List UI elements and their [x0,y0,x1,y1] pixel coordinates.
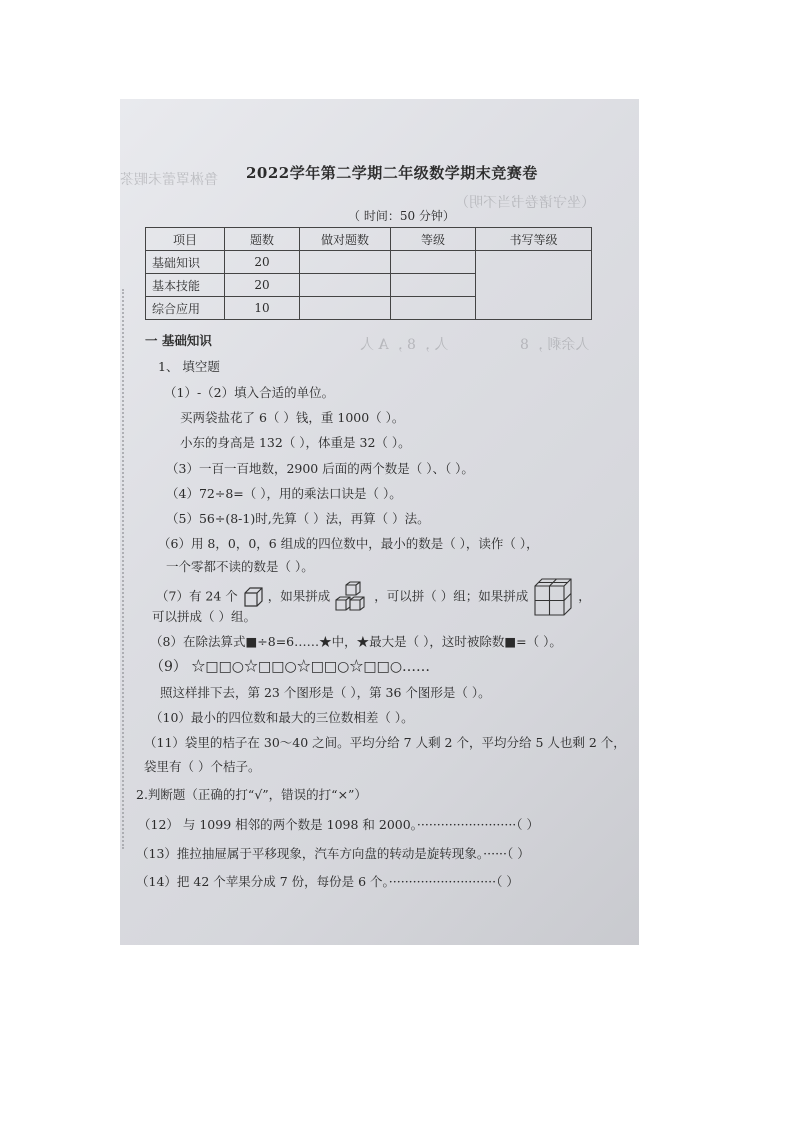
row-correct-cell[interactable] [300,251,391,274]
bleed-through-text: 鲁淋罩蕾未暇茶 [120,172,218,188]
row-count: 20 [225,251,300,274]
question-14: （14）把 42 个苹果分成 7 份，每份是 6 个。···························（ ） [136,874,519,889]
question-3: （3）一百一百地数，2900 后面的两个数是（ ）、（ ）。 [166,461,474,476]
exam-photo [120,99,639,945]
header-writing-grade: 书写等级 [476,228,592,251]
table-row [146,251,592,274]
question-9: 照这样排下去，第 23 个图形是（ ），第 36 个图形是（ ）。 [160,685,491,700]
fill-blank-heading: 1、 填空题 [158,359,220,374]
row-item: 基本技能 [146,274,225,297]
section2-heading: 2.判断题（正确的打“√”，错误的打“×”） [136,787,367,802]
question-5: （5）56÷(8-1)时,先算（ ）法，再算（ ）法。 [166,511,430,526]
question-7e: 可以拼成（ ）组。 [152,609,256,624]
row-item: 综合应用 [146,297,225,320]
question-4: （4）72÷8=（ ），用的乘法口诀是（ ）。 [166,486,402,501]
question-2: 小东的身高是 132（ ），体重是 32（ ）。 [180,435,411,450]
question-10: （10）最小的四位数和最大的三位数相差（ ）。 [150,710,414,725]
question-7-part3: ，可以拼（ ）组；如果拼成 [374,588,529,604]
row-count: 20 [225,274,300,297]
large-cube-icon [532,577,574,617]
cube-icon [242,586,264,608]
row-item: 基础知识 [146,251,225,274]
question-12: （12） 与 1099 相邻的两个数是 1098 和 2000。·························（ ） [138,817,539,832]
writing-grade-cell[interactable] [476,251,592,320]
question-1: 买两袋盐花了 6（ ）钱，重 1000（ ）。 [180,410,405,425]
question-6a: （6）用 8，0，0，6 组成的四位数中，最小的数是（ ），读作（ ）， [158,536,539,551]
row-grade-cell[interactable] [391,274,476,297]
question-13: （13）推拉抽屉属于平移现象，汽车方向盘的转动是旋转现象。······（ ） [136,846,530,861]
question-1-2: （1）-（2）填入合适的单位。 [164,385,335,400]
binding-dots [122,289,125,849]
exam-title: 2022学年第二学期二年级数学期末竞赛卷 [246,164,538,182]
bleed-through-text: 人余剩 ，8 [520,337,590,353]
question-7-part4: ， [578,588,591,604]
question-11a: （11）袋里的桔子在 30～40 之间。平均分给 7 人剩 2 个，平均分给 5 人也剩 2 个， [144,735,626,750]
bleed-through-text: 人 ，8 ，A 人 [360,337,449,353]
row-grade-cell[interactable] [391,297,476,320]
row-correct-cell[interactable] [300,297,391,320]
row-grade-cell[interactable] [391,251,476,274]
score-table-header [146,228,592,251]
question-7-part2: ，如果拼成 [267,588,331,604]
question-9-pattern: （9） ☆□□○☆□□○☆□□○☆□□○…… [150,659,431,675]
question-8: （8）在除法算式■÷8=6……★中，★最大是（ ），这时被除数■=（ ）。 [150,634,562,649]
row-count: 10 [225,297,300,320]
header-count: 题数 [225,228,300,251]
exam-time: （ 时间：50 分钟） [348,209,455,223]
bleed-through-text: （坐守诸卷书当不明） [455,195,595,211]
question-11b: 袋里有（ ）个桔子。 [144,759,261,774]
row-correct-cell[interactable] [300,274,391,297]
header-correct: 做对题数 [300,228,391,251]
section1-heading: 一 基础知识 [145,333,212,348]
stacked-cubes-icon [334,581,370,613]
header-grade: 等级 [391,228,476,251]
score-table [145,227,592,320]
question-7-part1: （7）有 24 个 [156,588,238,604]
question-6b: 一个零都不读的数是（ ）。 [166,559,314,574]
header-item: 项目 [146,228,225,251]
